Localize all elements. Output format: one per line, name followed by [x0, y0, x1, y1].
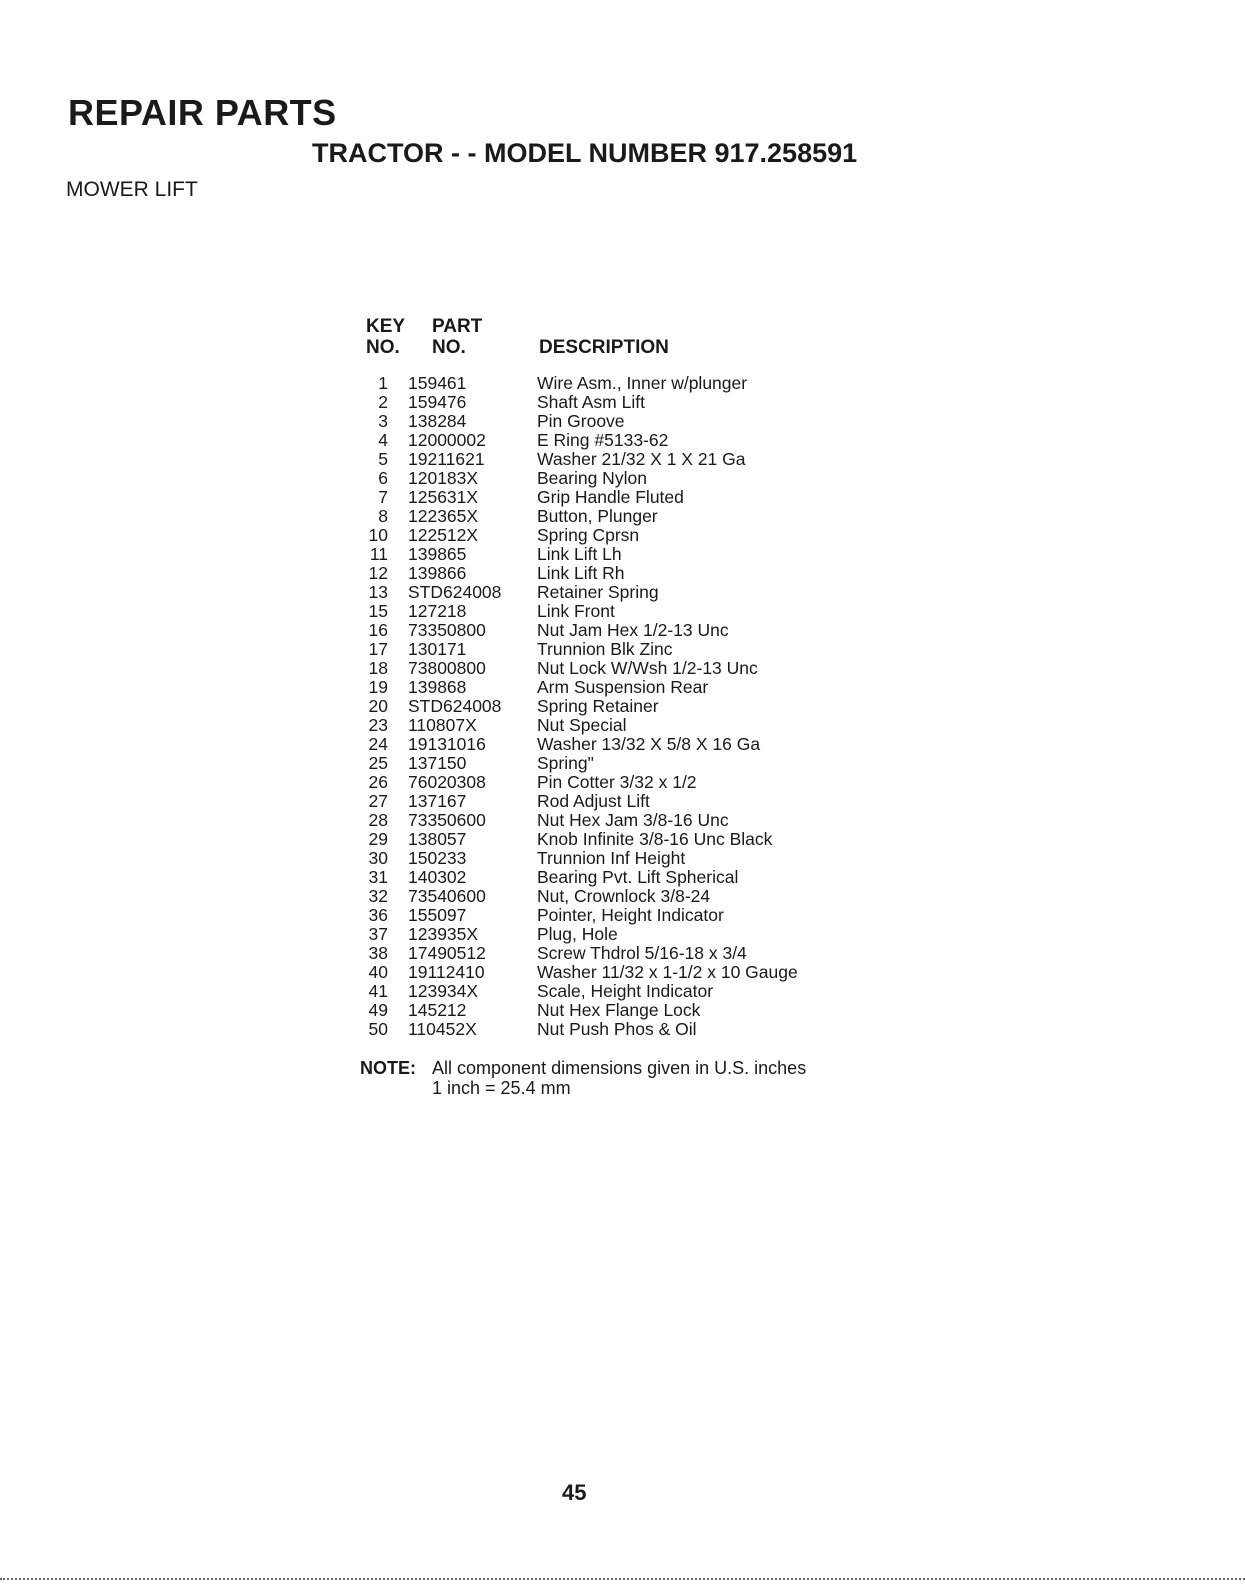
key-number: 4 [378, 430, 388, 450]
key-number: 12 [368, 563, 388, 583]
part-number: 139868 [408, 677, 467, 697]
part-description: Link Front [537, 601, 615, 621]
part-description: Spring Cprsn [537, 525, 640, 545]
part-description: Scale, Height Indicator [537, 981, 714, 1001]
table-row [360, 507, 880, 526]
table-row [360, 1020, 880, 1039]
key-number: 32 [368, 886, 388, 906]
table-row [360, 868, 880, 887]
key-number: 2 [378, 392, 388, 412]
key-number: 20 [368, 696, 388, 716]
part-number: 110452X [408, 1019, 477, 1039]
key-number: 6 [378, 468, 388, 488]
part-number: 138284 [408, 411, 467, 431]
key-number: 5 [378, 449, 388, 469]
part-number: 73350600 [408, 810, 486, 830]
part-description: E Ring #5133-62 [537, 430, 669, 450]
table-row [360, 393, 880, 412]
part-number: 140302 [408, 867, 467, 887]
part-description: Trunnion Inf Height [537, 848, 686, 868]
part-number: 17490512 [408, 943, 486, 963]
table-row [360, 830, 880, 849]
part-number: STD624008 [408, 582, 502, 602]
part-number: 159476 [408, 392, 467, 412]
key-number: 10 [368, 525, 388, 545]
part-number: 139866 [408, 563, 467, 583]
table-row [360, 944, 880, 963]
table-row [360, 488, 880, 507]
part-description: Washer 13/32 X 5/8 X 16 Ga [537, 734, 761, 754]
part-number: 73350800 [408, 620, 486, 640]
part-description: Washer 21/32 X 1 X 21 Ga [537, 449, 746, 469]
part-number: 138057 [408, 829, 467, 849]
part-description: Screw Thdrol 5/16-18 x 3/4 [537, 943, 747, 963]
table-row [360, 849, 880, 868]
table-row [360, 754, 880, 773]
part-number: 19211621 [408, 449, 485, 469]
key-number: 28 [368, 810, 388, 830]
key-number: 17 [368, 639, 388, 659]
part-number: STD624008 [408, 696, 502, 716]
part-number: 122512X [408, 525, 479, 545]
part-description: Pin Cotter 3/32 x 1/2 [537, 772, 697, 792]
table-row [360, 716, 880, 735]
part-number: 155097 [408, 905, 467, 925]
part-description: Nut Jam Hex 1/2-13 Unc [537, 620, 729, 640]
part-number: 120183X [408, 468, 479, 488]
part-description: Arm Suspension Rear [537, 677, 709, 697]
key-header-line1: KEY [366, 316, 406, 337]
part-description: Bearing Pvt. Lift Spherical [537, 867, 739, 887]
parts-list [360, 374, 880, 1039]
key-number: 25 [368, 753, 388, 773]
key-header-line2: NO. [366, 337, 400, 358]
table-row [360, 678, 880, 697]
part-description: Nut Push Phos & Oil [537, 1019, 697, 1039]
part-number: 73540600 [408, 886, 486, 906]
part-header-line1: PART [432, 316, 483, 337]
part-description: Bearing Nylon [537, 468, 647, 488]
page-title: REPAIR PARTS [68, 92, 337, 133]
table-row [360, 906, 880, 925]
description-header: DESCRIPTION [539, 337, 669, 358]
key-number: 29 [368, 829, 388, 849]
note-label: NOTE: [360, 1058, 416, 1078]
part-number: 76020308 [408, 772, 486, 792]
key-number: 38 [368, 943, 388, 963]
table-row [360, 640, 880, 659]
key-number: 23 [368, 715, 388, 735]
part-number: 130171 [408, 639, 467, 659]
part-description: Nut Hex Flange Lock [537, 1000, 701, 1020]
part-number: 122365X [408, 506, 479, 526]
key-number: 26 [368, 772, 388, 792]
part-description: Spring" [537, 753, 594, 773]
part-number: 12000002 [408, 430, 486, 450]
part-description: Rod Adjust Lift [537, 791, 650, 811]
part-number: 139865 [408, 544, 467, 564]
table-row [360, 735, 880, 754]
key-number: 16 [368, 620, 388, 640]
note-line-1: All component dimensions given in U.S. inches [432, 1058, 807, 1078]
table-row [360, 887, 880, 906]
part-no-header [432, 316, 482, 358]
table-row [360, 659, 880, 678]
key-number: 3 [378, 411, 388, 431]
key-number: 40 [368, 962, 388, 982]
table-row [360, 469, 880, 488]
part-number: 123934X [408, 981, 479, 1001]
part-number: 137150 [408, 753, 467, 773]
key-number: 13 [368, 582, 388, 602]
key-number: 7 [378, 487, 388, 507]
key-number: 27 [368, 791, 388, 811]
part-number: 123935X [408, 924, 479, 944]
part-number: 19131016 [408, 734, 486, 754]
table-row [360, 811, 880, 830]
table-row [360, 1001, 880, 1020]
table-row [360, 792, 880, 811]
part-description: Plug, Hole [537, 924, 618, 944]
table-row [360, 982, 880, 1001]
key-number: 8 [378, 506, 388, 526]
part-number: 110807X [408, 715, 477, 735]
part-description: Trunnion Blk Zinc [537, 639, 673, 659]
table-row [360, 697, 880, 716]
key-number: 41 [368, 981, 388, 1001]
key-number: 37 [368, 924, 388, 944]
key-number: 24 [368, 734, 388, 754]
key-number: 18 [368, 658, 388, 678]
part-number: 127218 [408, 601, 467, 621]
part-number: 19112410 [408, 962, 485, 982]
table-row [360, 545, 880, 564]
part-header-line2: NO. [432, 337, 466, 358]
part-description: Link Lift Lh [537, 544, 622, 564]
part-description: Nut Hex Jam 3/8-16 Unc [537, 810, 729, 830]
part-number: 73800800 [408, 658, 486, 678]
part-number: 159461 [408, 373, 467, 393]
table-row [360, 450, 880, 469]
part-description: Shaft Asm Lift [537, 392, 645, 412]
table-row [360, 583, 880, 602]
part-description: Washer 11/32 x 1-1/2 x 10 Gauge [537, 962, 798, 982]
model-title: TRACTOR - - MODEL NUMBER 917.258591 [312, 138, 858, 168]
key-number: 15 [368, 601, 388, 621]
part-description: Retainer Spring [537, 582, 659, 602]
table-row [360, 431, 880, 450]
key-number: 49 [368, 1000, 388, 1020]
table-row [360, 374, 880, 393]
part-description: Pointer, Height Indicator [537, 905, 724, 925]
key-no-header [366, 316, 405, 358]
table-row [360, 773, 880, 792]
key-number: 1 [378, 373, 388, 393]
table-row [360, 925, 880, 944]
part-description: Wire Asm., Inner w/plunger [537, 373, 748, 393]
table-row [360, 963, 880, 982]
key-number: 19 [368, 677, 388, 697]
part-number: 137167 [408, 791, 467, 811]
bottom-divider [0, 1578, 1245, 1582]
key-number: 30 [368, 848, 388, 868]
note-line-2: 1 inch = 25.4 mm [432, 1078, 571, 1098]
section-title: MOWER LIFT [66, 178, 198, 201]
table-row [360, 621, 880, 640]
part-description: Nut, Crownlock 3/8-24 [537, 886, 711, 906]
part-number: 125631X [408, 487, 479, 507]
page-number: 45 [562, 1480, 587, 1505]
part-description: Knob Infinite 3/8-16 Unc Black [537, 829, 773, 849]
table-row [360, 526, 880, 545]
part-number: 145212 [408, 1000, 467, 1020]
table-row [360, 412, 880, 431]
part-description: Button, Plunger [537, 506, 658, 526]
key-number: 31 [368, 867, 388, 887]
part-description: Nut Special [537, 715, 627, 735]
part-description: Grip Handle Fluted [537, 487, 684, 507]
part-description: Link Lift Rh [537, 563, 625, 583]
key-number: 36 [368, 905, 388, 925]
key-number: 11 [369, 544, 388, 564]
table-row [360, 602, 880, 621]
part-description: Pin Groove [537, 411, 625, 431]
part-description: Nut Lock W/Wsh 1/2-13 Unc [537, 658, 758, 678]
table-row [360, 564, 880, 583]
part-description: Spring Retainer [537, 696, 659, 716]
key-number: 50 [368, 1019, 388, 1039]
part-number: 150233 [408, 848, 467, 868]
